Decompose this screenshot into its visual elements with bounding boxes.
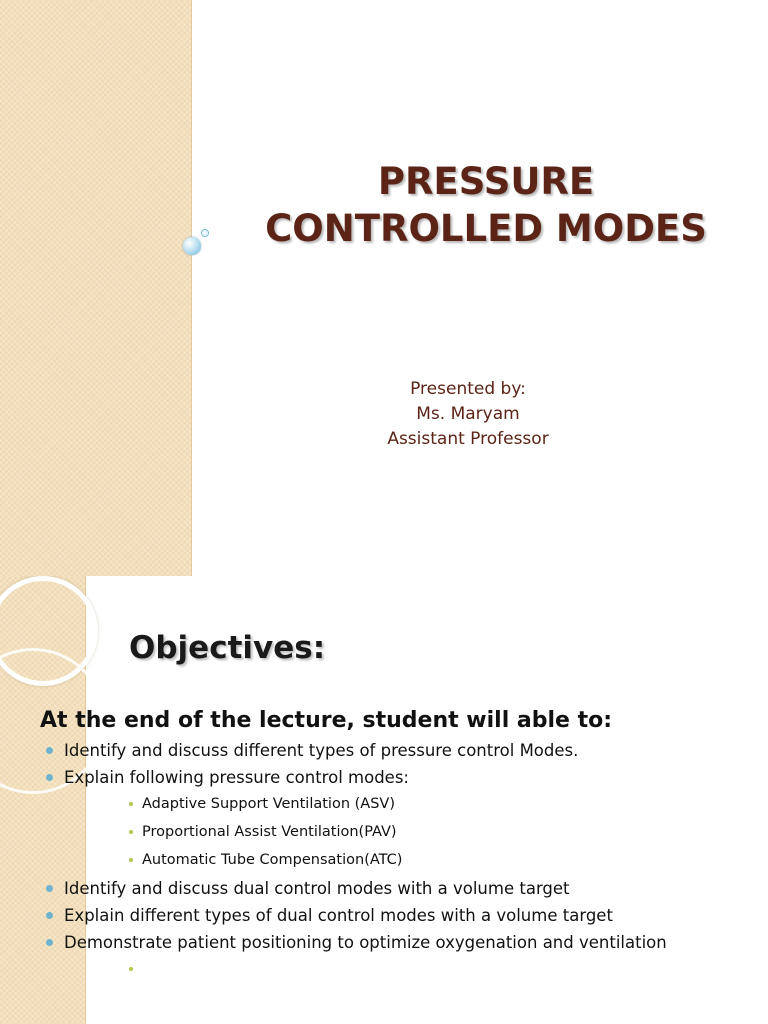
list-item: [0, 902, 768, 929]
small-bubble-decoration-icon: [201, 229, 209, 237]
objectives-title: Objectives:: [129, 630, 326, 666]
bullet-icon: [46, 939, 53, 946]
slide-title-line-1: PRESSURE: [377, 160, 595, 203]
list-item: [0, 875, 768, 902]
slide-title: [220, 158, 752, 252]
list-item-text: Demonstrate patient positioning to optimize oxygenation and ventilation: [64, 933, 667, 952]
sub-list-item-text: Proportional Assist Ventilation(PAV): [142, 824, 397, 840]
objectives-slide: [0, 576, 768, 1024]
bubble-decoration-icon: [183, 237, 201, 255]
list-item-text: Explain following pressure control modes:: [64, 768, 409, 787]
sub-bullet-icon: [129, 830, 133, 834]
sub-bullet-icon: [129, 967, 133, 971]
bullet-icon: [46, 912, 53, 919]
list-item: [0, 764, 768, 791]
bullet-icon: [46, 774, 53, 781]
sub-list-item: [0, 956, 768, 984]
paper-texture-band: [0, 0, 192, 576]
slide-title-line-2: CONTROLLED MODES: [265, 207, 707, 250]
bullet-icon: [46, 885, 53, 892]
sub-list-item-text: Automatic Tube Compensation(ATC): [142, 852, 403, 868]
list-item-text: Identify and discuss dual control modes with a volume target: [64, 879, 570, 898]
objectives-list: [0, 737, 768, 984]
sub-bullet-icon: [129, 802, 133, 806]
presenter-name: Ms. Maryam: [416, 404, 520, 424]
list-item: [0, 929, 768, 956]
objectives-lead: At the end of the lecture, student will able to:: [40, 708, 613, 733]
list-item-text: Explain different types of dual control modes with a volume target: [64, 906, 613, 925]
sub-bullet-icon: [129, 858, 133, 862]
bullet-icon: [46, 747, 53, 754]
list-item-text: Identify and discuss different types of pressure control Modes.: [64, 741, 579, 760]
presenter-block: [320, 377, 616, 452]
presented-by-label: Presented by:: [410, 379, 526, 399]
sub-list-item: [0, 847, 768, 875]
sub-list-item: [0, 791, 768, 819]
list-item: [0, 737, 768, 764]
sub-list-item: [0, 819, 768, 847]
presenter-role: Assistant Professor: [387, 429, 549, 449]
sub-list-item-text: Adaptive Support Ventilation (ASV): [142, 796, 395, 812]
